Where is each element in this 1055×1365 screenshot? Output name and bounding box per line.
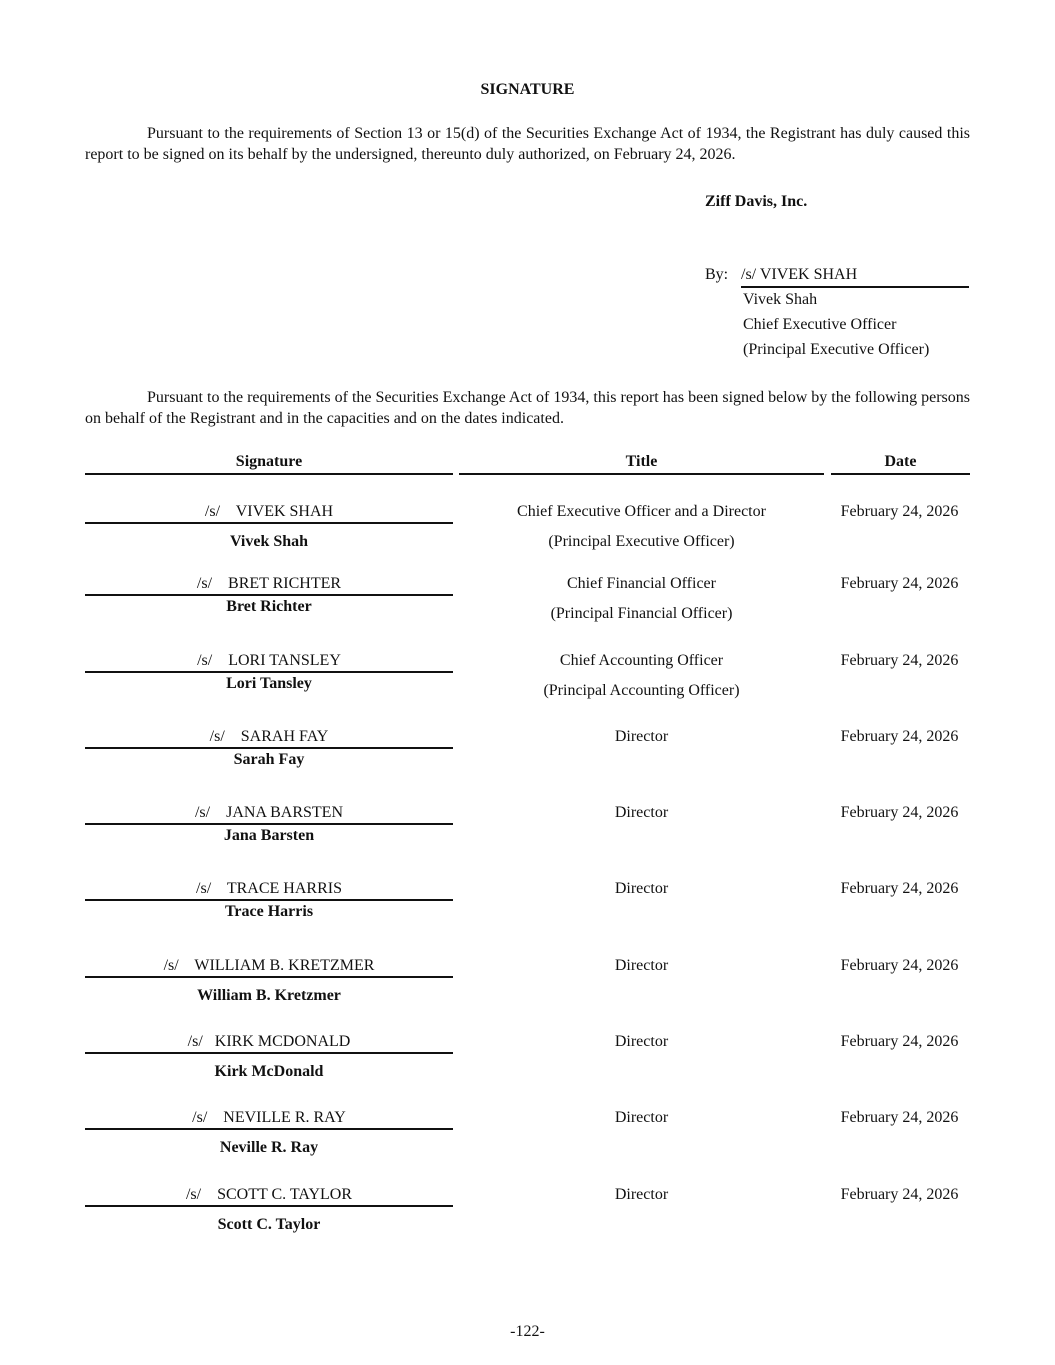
signature-date: February 24, 2026 — [840, 1033, 959, 1050]
signature-date: February 24, 2026 — [840, 652, 959, 669]
registrant-signature-line: /s/ VIVEK SHAH — [741, 266, 969, 288]
registrant-signer-title: Chief Executive Officer — [743, 316, 897, 333]
signer-name: Kirk McDonald — [214, 1063, 324, 1080]
signature-line: /s/ BRET RICHTER — [85, 575, 453, 596]
signer-name: Jana Barsten — [223, 827, 315, 844]
signature-date: February 24, 2026 — [840, 880, 959, 897]
signer-title: Director — [614, 880, 669, 897]
signature-date: February 24, 2026 — [840, 1186, 959, 1203]
signer-capacity: (Principal Accounting Officer) — [543, 682, 740, 699]
signer-title: Director — [614, 1186, 669, 1203]
registrant-signer-capacity: (Principal Executive Officer) — [743, 341, 930, 358]
signer-name: Sarah Fay — [233, 751, 305, 768]
signer-name: Lori Tansley — [226, 675, 312, 692]
signer-title: Director — [614, 957, 669, 974]
signer-capacity: (Principal Financial Officer) — [550, 605, 733, 622]
company-name: Ziff Davis, Inc. — [705, 193, 808, 210]
date-column-header: Date — [831, 453, 970, 475]
signature-line: /s/ VIVEK SHAH — [85, 503, 453, 524]
signer-name: William B. Kretzmer — [197, 987, 341, 1004]
signer-title: Chief Accounting Officer — [559, 652, 724, 669]
signer-title: Director — [614, 1033, 669, 1050]
signature-date: February 24, 2026 — [840, 957, 959, 974]
signer-title: Director — [614, 804, 669, 821]
signer-title: Chief Financial Officer — [567, 575, 716, 592]
page-heading: SIGNATURE — [480, 81, 575, 98]
signature-date: February 24, 2026 — [840, 804, 959, 821]
second-paragraph-text: Pursuant to the requirements of the Securities Exchange Act of 1934, this report has been signed below by the following persons on behalf of the Registrant and in the capacities and on the dates indicated. — [85, 389, 970, 427]
title-column-header: Title — [459, 453, 824, 475]
intro-paragraph-text: Pursuant to the requirements of Section 13 or 15(d) of the Securities Exchange Act of 1934, the Registrant has duly caused this report to be signed on its behalf by the undersigned, thereunto duly authorized, on February 24, 2026. — [85, 125, 970, 163]
by-label: By: — [705, 266, 729, 283]
signer-title: Director — [614, 728, 669, 745]
signer-capacity: (Principal Executive Officer) — [548, 533, 735, 550]
signature-date: February 24, 2026 — [840, 1109, 959, 1126]
signature-line: /s/ WILLIAM B. KRETZMER — [85, 957, 453, 978]
intro-paragraph — [85, 123, 970, 165]
registrant-signer-name: Vivek Shah — [743, 291, 818, 308]
signature-column-header: Signature — [85, 453, 453, 475]
signature-date: February 24, 2026 — [840, 575, 959, 592]
signature-line: /s/ SARAH FAY — [85, 728, 453, 749]
signature-line: /s/ TRACE HARRIS — [85, 880, 453, 901]
signer-name: Neville R. Ray — [219, 1139, 319, 1156]
signature-date: February 24, 2026 — [840, 728, 959, 745]
signer-name: Scott C. Taylor — [217, 1216, 321, 1233]
second-paragraph — [85, 387, 970, 429]
signature-line: /s/ JANA BARSTEN — [85, 804, 453, 825]
signature-date: February 24, 2026 — [840, 503, 959, 520]
signer-name: Trace Harris — [224, 903, 314, 920]
signature-line: /s/ NEVILLE R. RAY — [85, 1109, 453, 1130]
signer-title: Chief Executive Officer and a Director — [517, 503, 766, 520]
signer-name: Vivek Shah — [229, 533, 309, 550]
signer-title: Director — [614, 1109, 669, 1126]
signature-line: /s/ LORI TANSLEY — [85, 652, 453, 673]
signature-line: /s/ SCOTT C. TAYLOR — [85, 1186, 453, 1207]
signer-name: Bret Richter — [226, 598, 312, 615]
signature-line: /s/ KIRK MCDONALD — [85, 1033, 453, 1054]
page-number: -122- — [510, 1323, 545, 1340]
